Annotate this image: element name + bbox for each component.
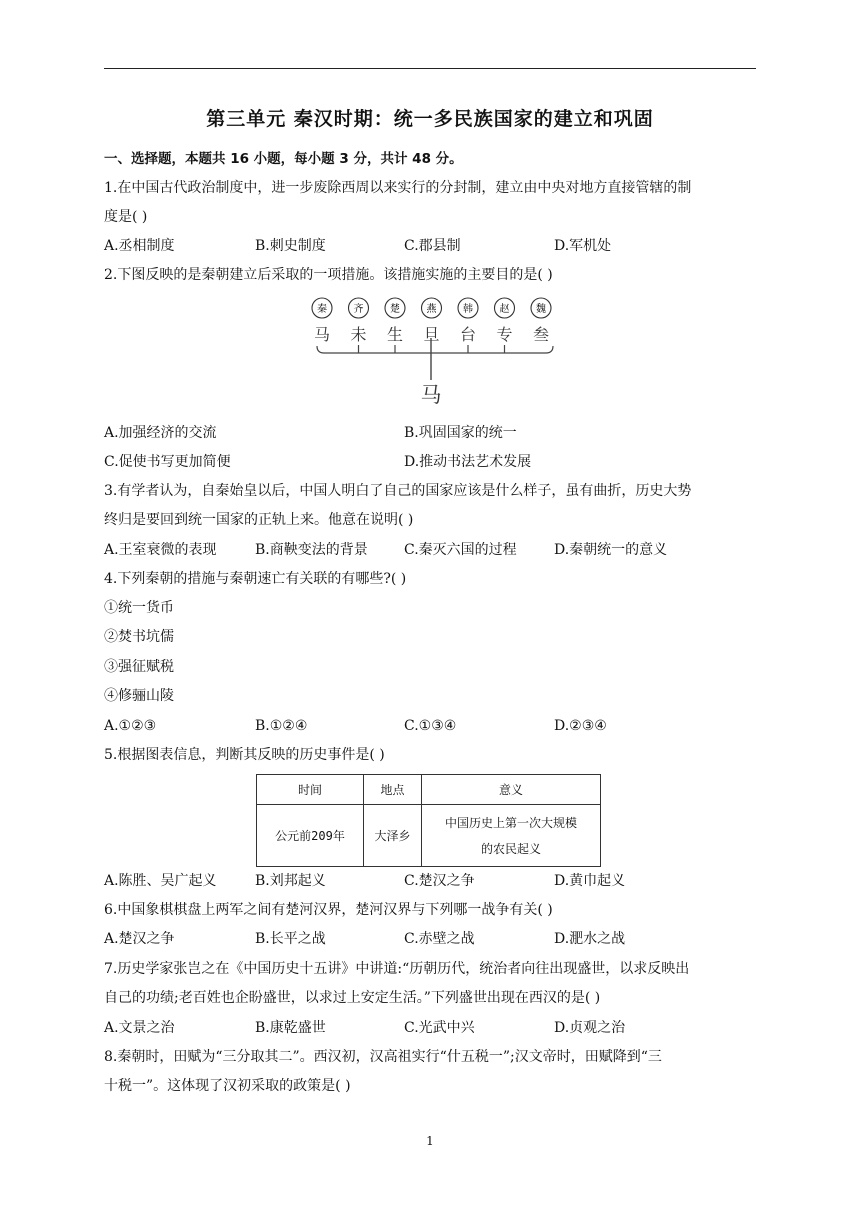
table-header-meaning: 意义 xyxy=(422,775,601,805)
state-script-glyph: 未 xyxy=(350,325,367,344)
state-name: 魏 xyxy=(536,304,546,315)
question-8-text-cont: 十税一”。这体现了汉初采取的政策是( ) xyxy=(104,1078,351,1094)
q2-option-a: A.加强经济的交流 xyxy=(104,425,217,441)
q7-option-b: B.康乾盛世 xyxy=(255,1020,326,1036)
state-name: 齐 xyxy=(353,304,364,315)
question-5-text: 5.根据图表信息，判断其反映的历史事件是( ) xyxy=(104,747,385,763)
question-3-text: 3.有学者认为，自秦始皇以后，中国人明白了自己的国家应该是什么样子，虽有曲折，历史大势 xyxy=(104,483,692,499)
state-script-glyph: 台 xyxy=(459,325,477,344)
state-name: 楚 xyxy=(390,304,400,315)
table-cell-place: 大泽乡 xyxy=(364,805,422,867)
q4-item-1: ①统一货币 xyxy=(104,600,174,616)
q6-option-d: D.淝水之战 xyxy=(554,931,626,947)
table-header-place: 地点 xyxy=(364,775,422,805)
header-rule xyxy=(104,68,756,69)
state-script-glyph: 旦 xyxy=(423,325,440,344)
q7-option-d: D.贞观之治 xyxy=(554,1020,626,1036)
state-script-glyph: 生 xyxy=(386,325,404,344)
q7-option-a: A.文景之治 xyxy=(104,1020,175,1036)
question-4-text: 4.下列秦朝的措施与秦朝速亡有关联的有哪些?( ) xyxy=(104,571,407,587)
q2-option-c: C.促使书写更加简便 xyxy=(104,454,231,470)
table-header-time: 时间 xyxy=(257,775,364,805)
state-name: 秦 xyxy=(317,304,327,315)
q3-option-a: A.王室衰微的表现 xyxy=(104,542,217,558)
question-1-text: 1.在中国古代政治制度中，进一步废除西周以来实行的分封制，建立由中央对地方直接管辖的制 xyxy=(104,180,692,196)
event-info-table xyxy=(256,774,601,867)
q3-option-b: B.商鞅变法的背景 xyxy=(255,542,368,558)
q4-item-4: ④修骊山陵 xyxy=(104,688,174,704)
q4-option-a: A.①②③ xyxy=(104,718,157,734)
q4-item-2: ②焚书坑儒 xyxy=(104,629,174,645)
q2-option-b: B.巩固国家的统一 xyxy=(404,425,517,441)
script-unification-figure xyxy=(308,296,562,408)
q4-option-b: B.①②④ xyxy=(255,718,308,734)
question-7-text-cont: 自己的功绩;老百姓也企盼盛世，以求过上安定生活。”下列盛世出现在西汉的是( ) xyxy=(104,990,601,1006)
q6-option-c: C.赤壁之战 xyxy=(404,931,475,947)
question-2-text: 2.下图反映的是秦朝建立后采取的一项措施。该措施实施的主要目的是( ) xyxy=(104,267,553,283)
page-number: 1 xyxy=(426,1134,434,1148)
state-name: 韩 xyxy=(463,304,473,315)
section-heading: 一、选择题，本题共 16 小题，每小题 3 分，共计 48 分。 xyxy=(104,151,463,167)
question-8-text: 8.秦朝时，田赋为“三分取其二”。西汉初，汉高祖实行“什五税一”;汉文帝时，田赋降到“三 xyxy=(104,1049,662,1065)
question-6-text: 6.中国象棋棋盘上两军之间有楚河汉界，楚河汉界与下列哪一战争有关( ) xyxy=(104,902,553,918)
state-name: 赵 xyxy=(499,304,510,315)
q6-option-b: B.长平之战 xyxy=(255,931,326,947)
state-script-glyph: 马 xyxy=(313,325,331,344)
q6-option-a: A.楚汉之争 xyxy=(104,931,175,947)
q3-option-d: D.秦朝统一的意义 xyxy=(554,542,668,558)
q5-option-b: B.刘邦起义 xyxy=(255,873,326,889)
q1-option-a: A.丞相制度 xyxy=(104,238,175,254)
question-7-text: 7.历史学家张岂之在《中国历史十五讲》中讲道:“历朝历代，统治者向往出现盛世，以求反映出 xyxy=(104,961,690,977)
q5-option-c: C.楚汉之争 xyxy=(404,873,475,889)
q1-option-b: B.刺史制度 xyxy=(255,238,326,254)
page-title: 第三单元 秦汉时期：统一多民族国家的建立和巩固 xyxy=(206,108,654,130)
table-cell-time: 公元前209年 xyxy=(257,805,364,867)
q4-item-3: ③强征赋税 xyxy=(104,659,174,675)
q7-option-c: C.光武中兴 xyxy=(404,1020,475,1036)
q2-option-d: D.推动书法艺术发展 xyxy=(404,454,532,470)
question-3-text-cont: 终归是要回到统一国家的正轨上来。他意在说明( ) xyxy=(104,512,414,528)
q1-option-d: D.军机处 xyxy=(554,238,612,254)
state-script-glyph: 专 xyxy=(496,325,513,344)
q1-option-c: C.郡县制 xyxy=(404,238,461,254)
q5-option-d: D.黄巾起义 xyxy=(554,873,626,889)
q4-option-c: C.①③④ xyxy=(404,718,457,734)
q4-option-d: D.②③④ xyxy=(554,718,607,734)
q5-option-a: A.陈胜、吴广起义 xyxy=(104,873,217,889)
state-name: 燕 xyxy=(426,304,437,315)
unified-glyph: 马 xyxy=(420,383,442,407)
q3-option-c: C.秦灭六国的过程 xyxy=(404,542,517,558)
table-cell-meaning xyxy=(422,805,601,867)
table-cell-meaning-line1: 中国历史上第一次大规模 xyxy=(444,815,577,830)
state-script-glyph: 叁 xyxy=(532,325,550,344)
table-cell-meaning-line2: 的农民起义 xyxy=(480,841,541,856)
question-1-text-cont: 度是( ) xyxy=(104,209,148,225)
bracket-line xyxy=(317,346,553,353)
